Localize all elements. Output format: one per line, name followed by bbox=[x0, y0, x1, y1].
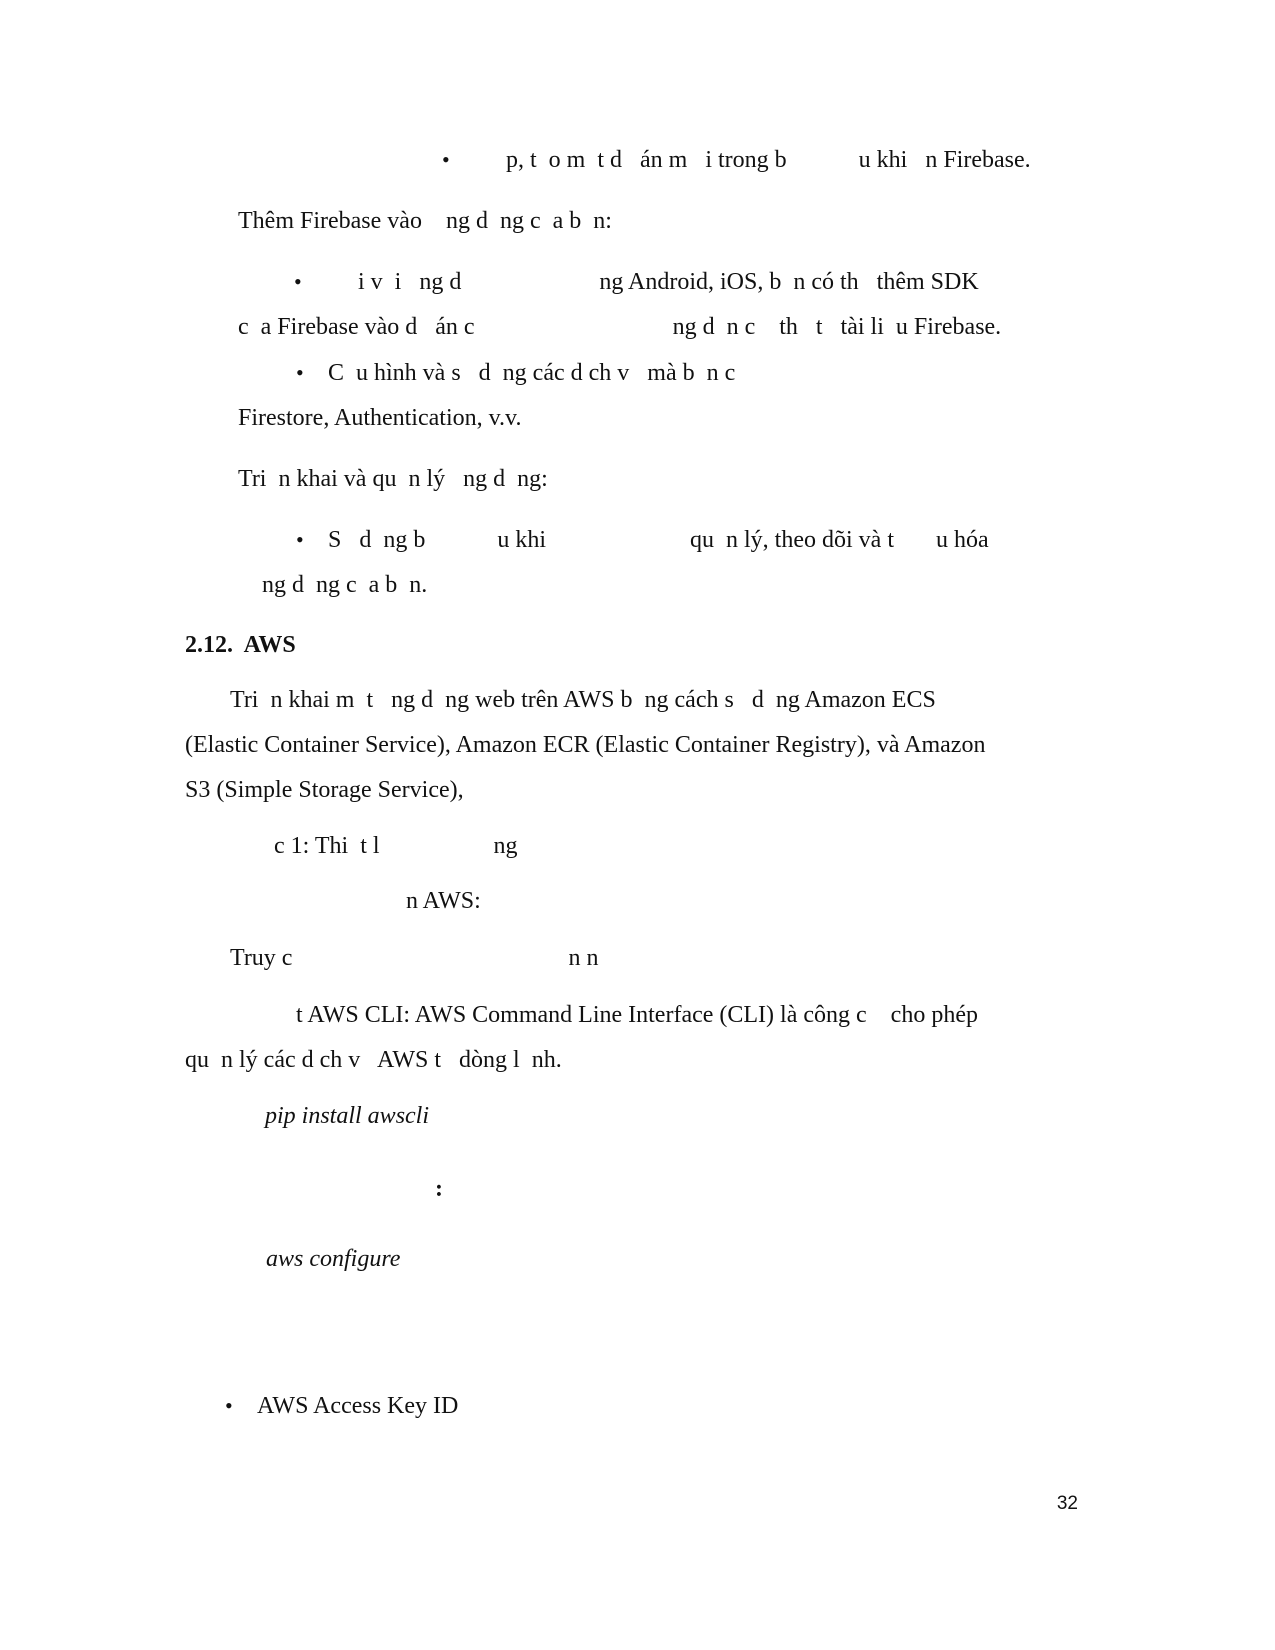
text-use-console-cont: ng d ng c a b n. bbox=[262, 572, 428, 598]
bullet-add-sdk: • i v i ng d ng Android, iOS, b n có th thêm SDK bbox=[358, 268, 979, 296]
section-heading-aws: 2.12. AWS bbox=[185, 632, 296, 658]
heading-deploy-manage: Tri n khai và qu n lý ng d ng: bbox=[238, 466, 548, 492]
paragraph-aws-line-3: S3 (Simple Storage Service), bbox=[185, 777, 464, 803]
text-colon: : bbox=[435, 1176, 443, 1202]
heading-add-firebase: Thêm Firebase vào ng d ng c a b n: bbox=[238, 208, 612, 234]
text-install-cli: t AWS CLI: AWS Command Line Interface (CLI) là công c cho phép bbox=[296, 1002, 978, 1028]
bullet-create-project: • p, t o m t d án m i trong b u khi n Firebase. bbox=[506, 146, 1031, 174]
code-aws-configure: aws configure bbox=[266, 1246, 401, 1272]
paragraph-aws-line-1: Tri n khai m t ng d ng web trên AWS b ng cách s d ng Amazon ECS bbox=[230, 687, 936, 713]
paragraph-aws-line-2: (Elastic Container Service), Amazon ECR (Elastic Container Registry), và Amazon bbox=[185, 732, 986, 758]
step-1-title: c 1: Thi t l ng bbox=[274, 833, 518, 859]
code-pip-install: pip install awscli bbox=[265, 1103, 430, 1129]
text-add-sdk-cont: c a Firebase vào d án c ng d n c th t tài li u Firebase. bbox=[238, 314, 1002, 340]
text-configure-services-cont: Firestore, Authentication, v.v. bbox=[238, 405, 522, 431]
bullet-access-key-id: • AWS Access Key ID bbox=[257, 1392, 458, 1420]
bullet-configure-services: • C u hình và s d ng các d ch v mà b n c bbox=[328, 359, 735, 387]
page-number: 32 bbox=[1056, 1493, 1078, 1514]
text-aws-account: n AWS: bbox=[406, 888, 481, 914]
text-access: Truy c n n bbox=[230, 945, 599, 971]
text-install-cli-cont: qu n lý các d ch v AWS t dòng l nh. bbox=[185, 1047, 562, 1073]
bullet-use-console: • S d ng b u khi qu n lý, theo dõi và t u hóa bbox=[328, 526, 989, 554]
